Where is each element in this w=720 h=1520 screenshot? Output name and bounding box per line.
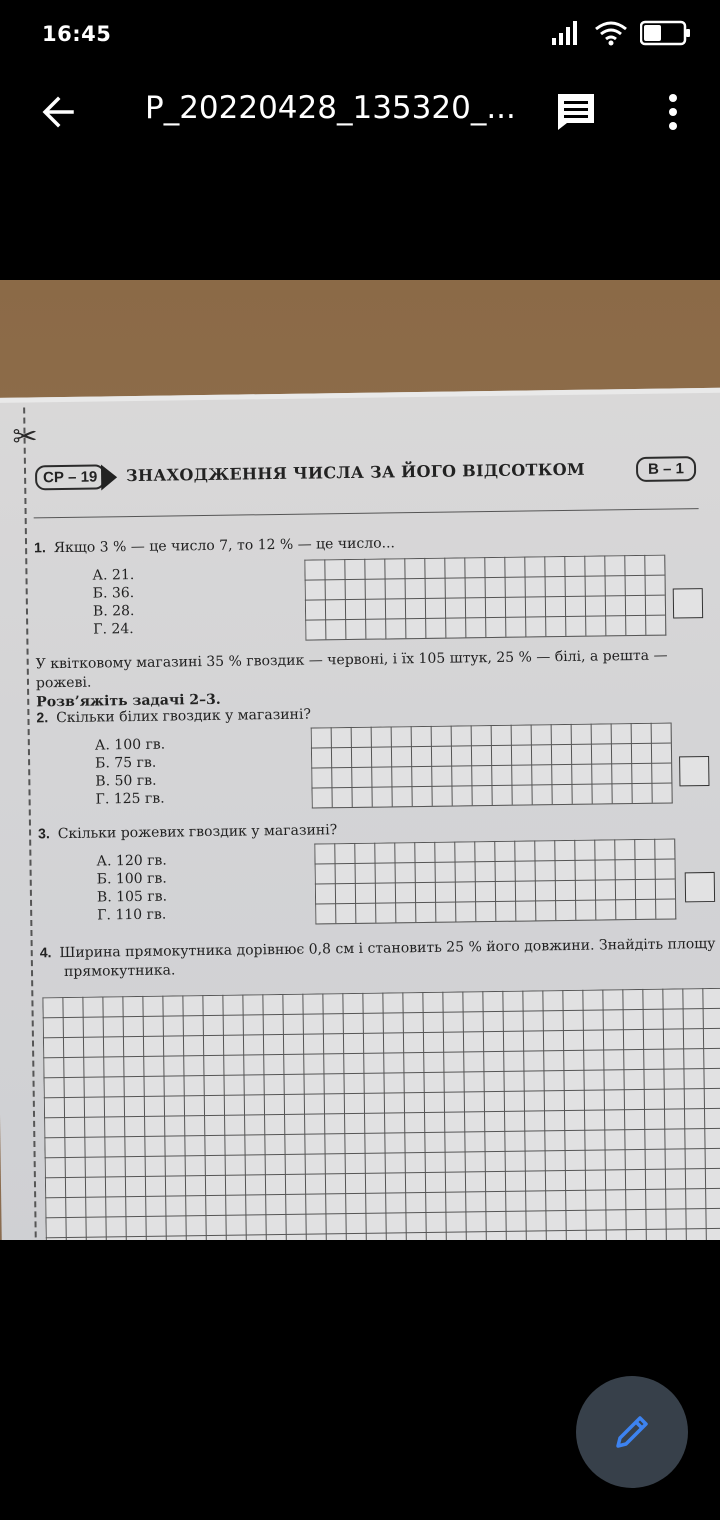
option: Г. 125 гв. <box>95 790 165 808</box>
edit-pencil-icon <box>610 1410 654 1454</box>
q3-options <box>96 852 167 925</box>
battery-icon <box>640 20 692 50</box>
q1-work-grid <box>304 555 666 641</box>
signal-icon <box>552 20 582 50</box>
q1-answer-box <box>673 588 703 618</box>
question-text-cont: прямокутника. <box>63 962 176 981</box>
question-1 <box>34 534 395 556</box>
comments-button[interactable] <box>548 84 604 140</box>
option: Б. 75 гв. <box>95 754 157 772</box>
q4-work-grid <box>42 988 720 1240</box>
q3-work-grid <box>314 838 676 924</box>
question-number: 4. <box>39 944 52 961</box>
option: Г. 110 гв. <box>97 906 167 924</box>
photo-viewer[interactable] <box>0 280 720 1240</box>
variant-tag: В – 1 <box>636 456 696 482</box>
scissors-icon: ✂ <box>12 419 38 455</box>
file-title: P_20220428_135320_... <box>145 90 516 126</box>
option: Б. 100 гв. <box>96 870 167 888</box>
option: А. 120 гв. <box>96 852 167 870</box>
worksheet-title: ЗНАХОДЖЕННЯ ЧИСЛА ЗА ЙОГО ВІДСОТКОМ <box>125 459 586 486</box>
app-bar <box>0 72 720 152</box>
context-text: У квітковому магазині 35 % гвоздик — червоні, і їх 105 штук, 25 % — білі, а решта — рожеві. <box>35 647 668 692</box>
problem-context <box>36 646 717 712</box>
status-icons <box>552 20 692 50</box>
option: Б. 36. <box>92 585 135 602</box>
q2-options <box>95 736 166 809</box>
q2-work-grid <box>311 723 673 809</box>
more-options-button[interactable] <box>645 84 701 140</box>
option: А. 100 гв. <box>94 736 166 754</box>
status-bar <box>0 0 720 70</box>
comment-icon <box>554 90 598 134</box>
wifi-icon <box>594 20 628 50</box>
paper-edge <box>0 388 720 403</box>
option: В. 50 гв. <box>95 772 157 790</box>
back-button[interactable] <box>30 84 86 140</box>
more-vert-icon <box>667 92 679 132</box>
q1-options <box>92 566 135 639</box>
question-text: Скільки рожевих гвоздик у магазині? <box>57 822 338 843</box>
q2-answer-box <box>679 756 709 786</box>
edit-button[interactable] <box>576 1376 688 1488</box>
option: В. 28. <box>92 603 135 620</box>
q3-answer-box <box>685 872 715 902</box>
question-number: 2. <box>36 709 49 726</box>
question-3 <box>38 821 337 842</box>
series-tag: СР – 19 <box>35 464 106 490</box>
question-number: 3. <box>37 825 50 842</box>
status-time: 16:45 <box>42 22 112 46</box>
option: В. 105 гв. <box>96 888 168 906</box>
option: А. 21. <box>92 567 135 584</box>
context-instruction: Розв’яжіть задачі 2–3. <box>36 691 221 711</box>
cut-line <box>23 408 37 1238</box>
question-text: Якщо 3 % — це число 7, то 12 % — це число... <box>53 535 396 557</box>
question-4 <box>40 934 720 983</box>
worksheet-paper <box>0 388 720 1240</box>
question-2 <box>36 706 311 727</box>
series-arrow <box>101 464 117 490</box>
question-text: Скільки білих гвоздик у магазині? <box>56 706 312 727</box>
arrow-back-icon <box>38 92 78 132</box>
question-number: 1. <box>33 539 46 556</box>
divider <box>34 508 699 518</box>
question-text: Ширина прямокутника дорівнює 0,8 см і становить 25 % його довжини. Знайдіть площу <box>59 935 716 962</box>
option: Г. 24. <box>93 621 134 638</box>
